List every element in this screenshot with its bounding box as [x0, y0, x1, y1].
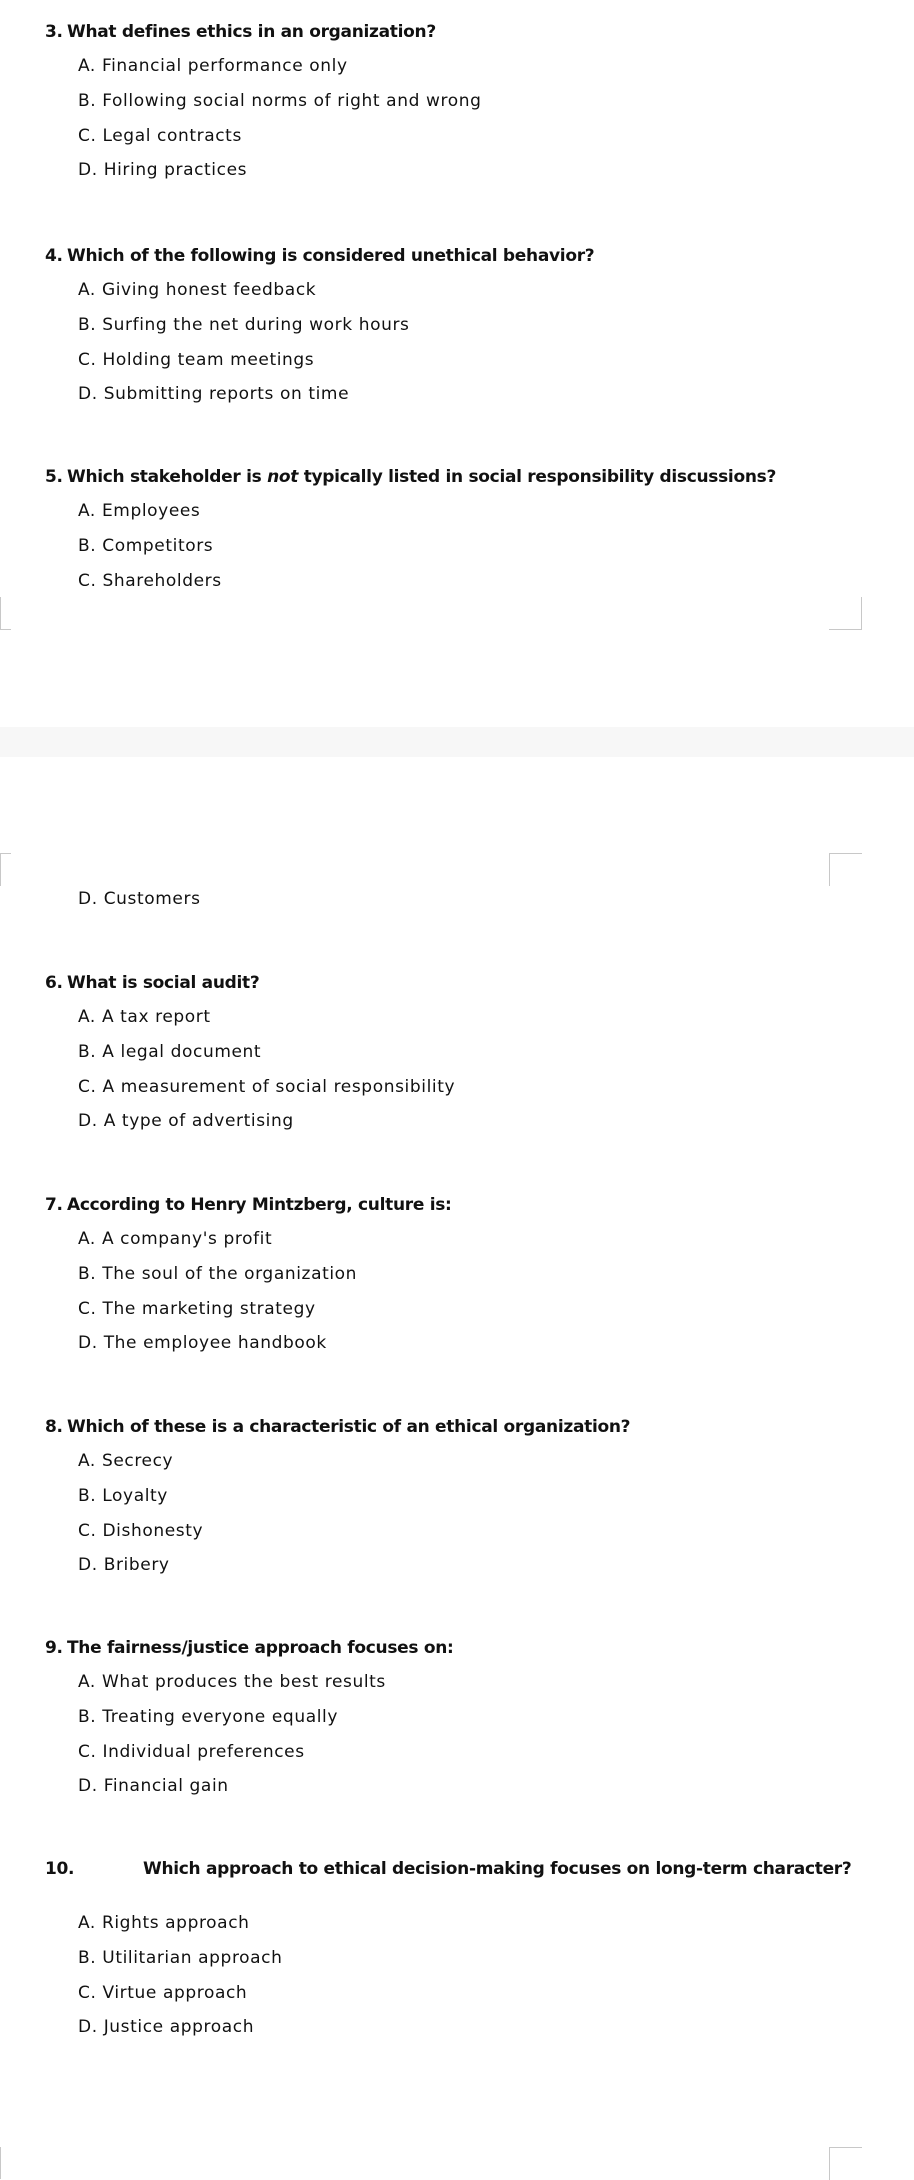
- option-a: A. Giving honest feedback: [78, 280, 317, 300]
- option-b: B. Following social norms of right and wrong: [78, 90, 482, 111]
- option-d: D. A type of advertising: [78, 1111, 294, 1132]
- option-a: A. A tax report: [78, 1007, 211, 1027]
- option-c: C. A measurement of social responsibility: [78, 1076, 456, 1097]
- question-text: 3. What defines ethics in an organization?: [45, 22, 436, 42]
- page-corner-mark: [829, 2147, 862, 2180]
- option-a: A. Financial performance only: [78, 56, 348, 76]
- option-b: B. Loyalty: [78, 1485, 168, 1506]
- question-7: [45, 1195, 452, 1368]
- option-c: C. Holding team meetings: [78, 349, 315, 370]
- page-corner-mark: [829, 597, 862, 630]
- question-text: 9. The fairness/justice approach focuses on:: [45, 1638, 454, 1658]
- question-5: [45, 467, 776, 605]
- option-d: D. Bribery: [78, 1555, 170, 1576]
- option-a: A. A company's profit: [78, 1229, 273, 1249]
- option-a: A. Employees: [78, 501, 201, 521]
- question-text: 8. Which of these is a characteristic of an ethical organization?: [45, 1417, 631, 1437]
- document-page-1: [0, 0, 914, 727]
- option-a: A. Secrecy: [78, 1451, 174, 1471]
- option-c: C. Legal contracts: [78, 125, 242, 146]
- question-8: [45, 1417, 630, 1590]
- question-3: [45, 22, 481, 195]
- option-b: B. Competitors: [78, 535, 214, 556]
- option-b: B. A legal document: [78, 1041, 262, 1062]
- question-text: 4. Which of the following is considered unethical behavior?: [45, 246, 595, 266]
- question-6: [45, 973, 455, 1146]
- page-corner-mark: [0, 2147, 11, 2179]
- question-10: [45, 1859, 851, 2052]
- option-c: C. Dishonesty: [78, 1520, 204, 1541]
- question-text: 7. According to Henry Mintzberg, culture is:: [45, 1195, 452, 1215]
- question-5-continued: [45, 889, 201, 924]
- question-text: 10. Which approach to ethical decision-making focuses on long-term character?: [45, 1859, 852, 1879]
- document-page-2: [0, 757, 914, 2179]
- page-corner-mark: [0, 597, 11, 630]
- option-b: B. Utilitarian approach: [78, 1947, 283, 1968]
- option-d: D. Submitting reports on time: [78, 384, 350, 405]
- option-c: C. Virtue approach: [78, 1982, 248, 2003]
- option-c: C. Shareholders: [78, 570, 222, 591]
- option-b: B. The soul of the organization: [78, 1263, 358, 1284]
- option-d: D. The employee handbook: [78, 1333, 327, 1354]
- question-text: 5. Which stakeholder is not typically listed in social responsibility discussions?: [45, 467, 777, 487]
- option-d: D. Financial gain: [78, 1776, 229, 1797]
- option-b: B. Treating everyone equally: [78, 1706, 339, 1727]
- option-d: D. Customers: [78, 889, 201, 909]
- question-9: [45, 1638, 454, 1811]
- page-gap: [0, 727, 914, 757]
- option-c: C. Individual preferences: [78, 1741, 305, 1762]
- page-corner-mark: [829, 853, 862, 886]
- question-4: [45, 246, 594, 419]
- option-b: B. Surfing the net during work hours: [78, 314, 410, 335]
- option-d: D. Hiring practices: [78, 160, 248, 181]
- question-text: 6. What is social audit?: [45, 973, 260, 993]
- page-corner-mark: [0, 853, 11, 886]
- option-d: D. Justice approach: [78, 2017, 255, 2038]
- option-c: C. The marketing strategy: [78, 1298, 316, 1319]
- option-a: A. What produces the best results: [78, 1672, 386, 1692]
- option-a: A. Rights approach: [78, 1913, 250, 1933]
